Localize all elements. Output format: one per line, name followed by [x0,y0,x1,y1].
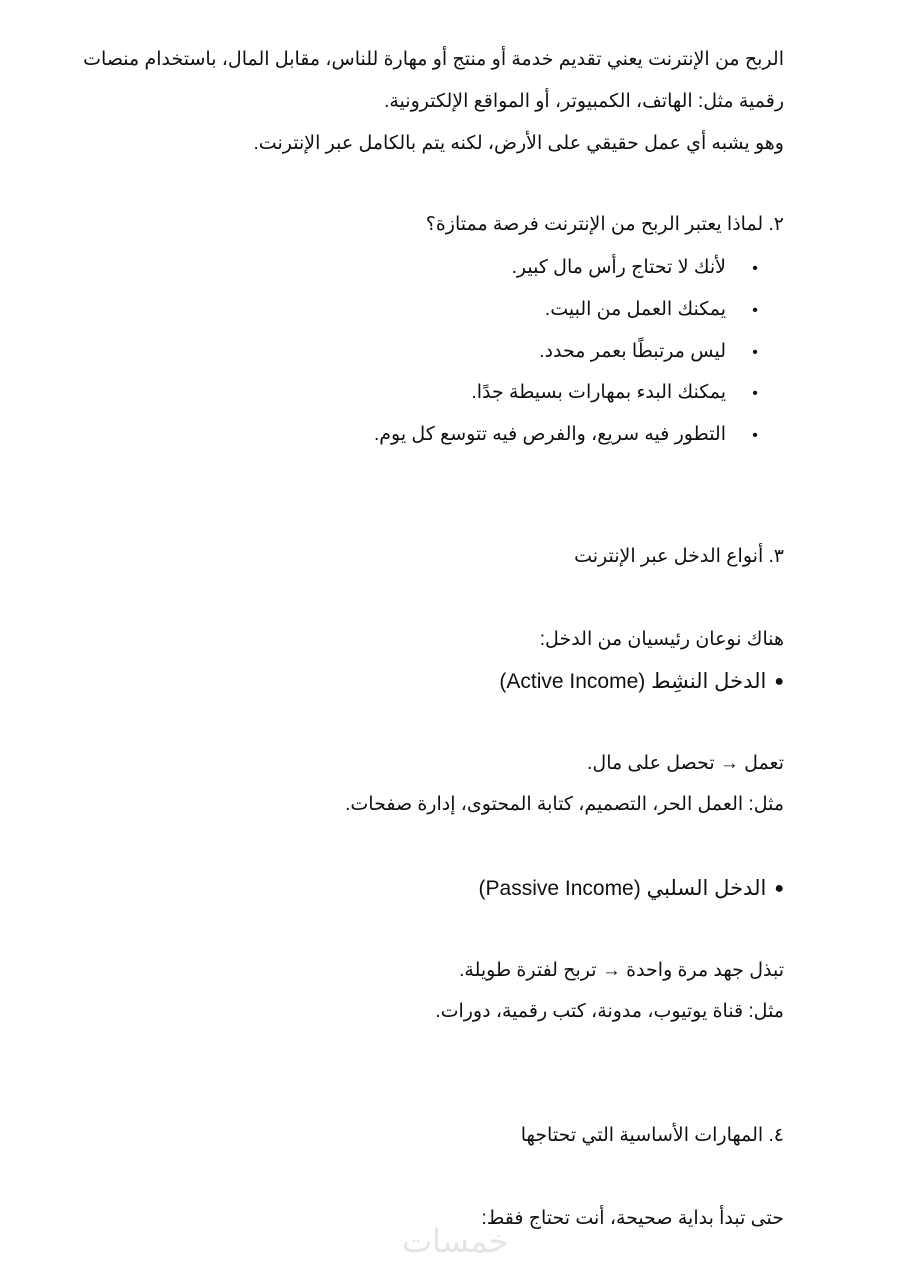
section-3-intro: هناك نوعان رئيسيان من الدخل: [539,629,784,650]
passive-income-label-ar: الدخل السلبي [646,877,767,900]
active-income-label-en: (Active Income) [499,670,646,693]
list-item [512,256,784,281]
watermark-logo: خمسات [402,1222,509,1260]
bullet-icon: • [752,385,758,402]
list-item-text: ليس مرتبطًا بعمر محدد. [539,341,726,362]
bullet-icon: • [752,302,758,319]
passive-income-label-en: (Passive Income) [478,877,641,900]
bullet-icon: • [752,260,758,277]
list-item-text: يمكنك العمل من البيت. [544,299,726,320]
section-4-intro: حتى تبدأ بداية صحيحة، أنت تحتاج فقط: [481,1208,784,1229]
active-income-label-ar: الدخل النشِط [651,670,767,693]
section-4-heading: ٤. المهارات الأساسية التي تحتاجها [520,1125,784,1146]
section-2-heading: ٢. لماذا يعتبر الربح من الإنترنت فرصة ممتازة؟ [425,214,784,235]
list-item-text: لأنك لا تحتاج رأس مال كبير. [511,257,726,278]
intro-line-2: رقمية مثل: الهاتف، الكمبيوتر، أو المواقع الإلكترونية. [384,91,784,112]
passive-income-line-2: مثل: قناة يوتيوب، مدونة، كتب رقمية، دورات. [435,1001,784,1022]
intro-line-1: الربح من الإنترنت يعني تقديم خدمة أو منتج أو مهارة للناس، مقابل المال، باستخدام منصات [83,49,784,70]
list-item [374,423,784,448]
bullet-icon: ● [774,673,784,690]
list-item-text: يمكنك البدء بمهارات بسيطة جدًا. [471,382,726,403]
bullet-icon: ● [774,880,784,897]
passive-income-line-1: تبذل جهد مرة واحدة → تربح لفترة طويلة. [459,960,784,981]
list-item [539,340,784,365]
passive-income-label [479,876,784,902]
active-income-label [499,669,784,695]
list-item [471,381,784,406]
bullet-icon: • [752,344,758,361]
intro-line-3: وهو يشبه أي عمل حقيقي على الأرض، لكنه يتم بالكامل عبر الإنترنت. [253,133,784,154]
list-item [545,298,784,323]
list-item-text: التطور فيه سريع، والفرص فيه تتوسع كل يوم. [373,424,726,445]
active-income-line-1: تعمل → تحصل على مال. [587,753,784,774]
active-income-line-2: مثل: العمل الحر، التصميم، كتابة المحتوى، إدارة صفحات. [345,794,784,815]
section-3-heading: ٣. أنواع الدخل عبر الإنترنت [574,546,784,567]
bullet-icon: • [752,427,758,444]
